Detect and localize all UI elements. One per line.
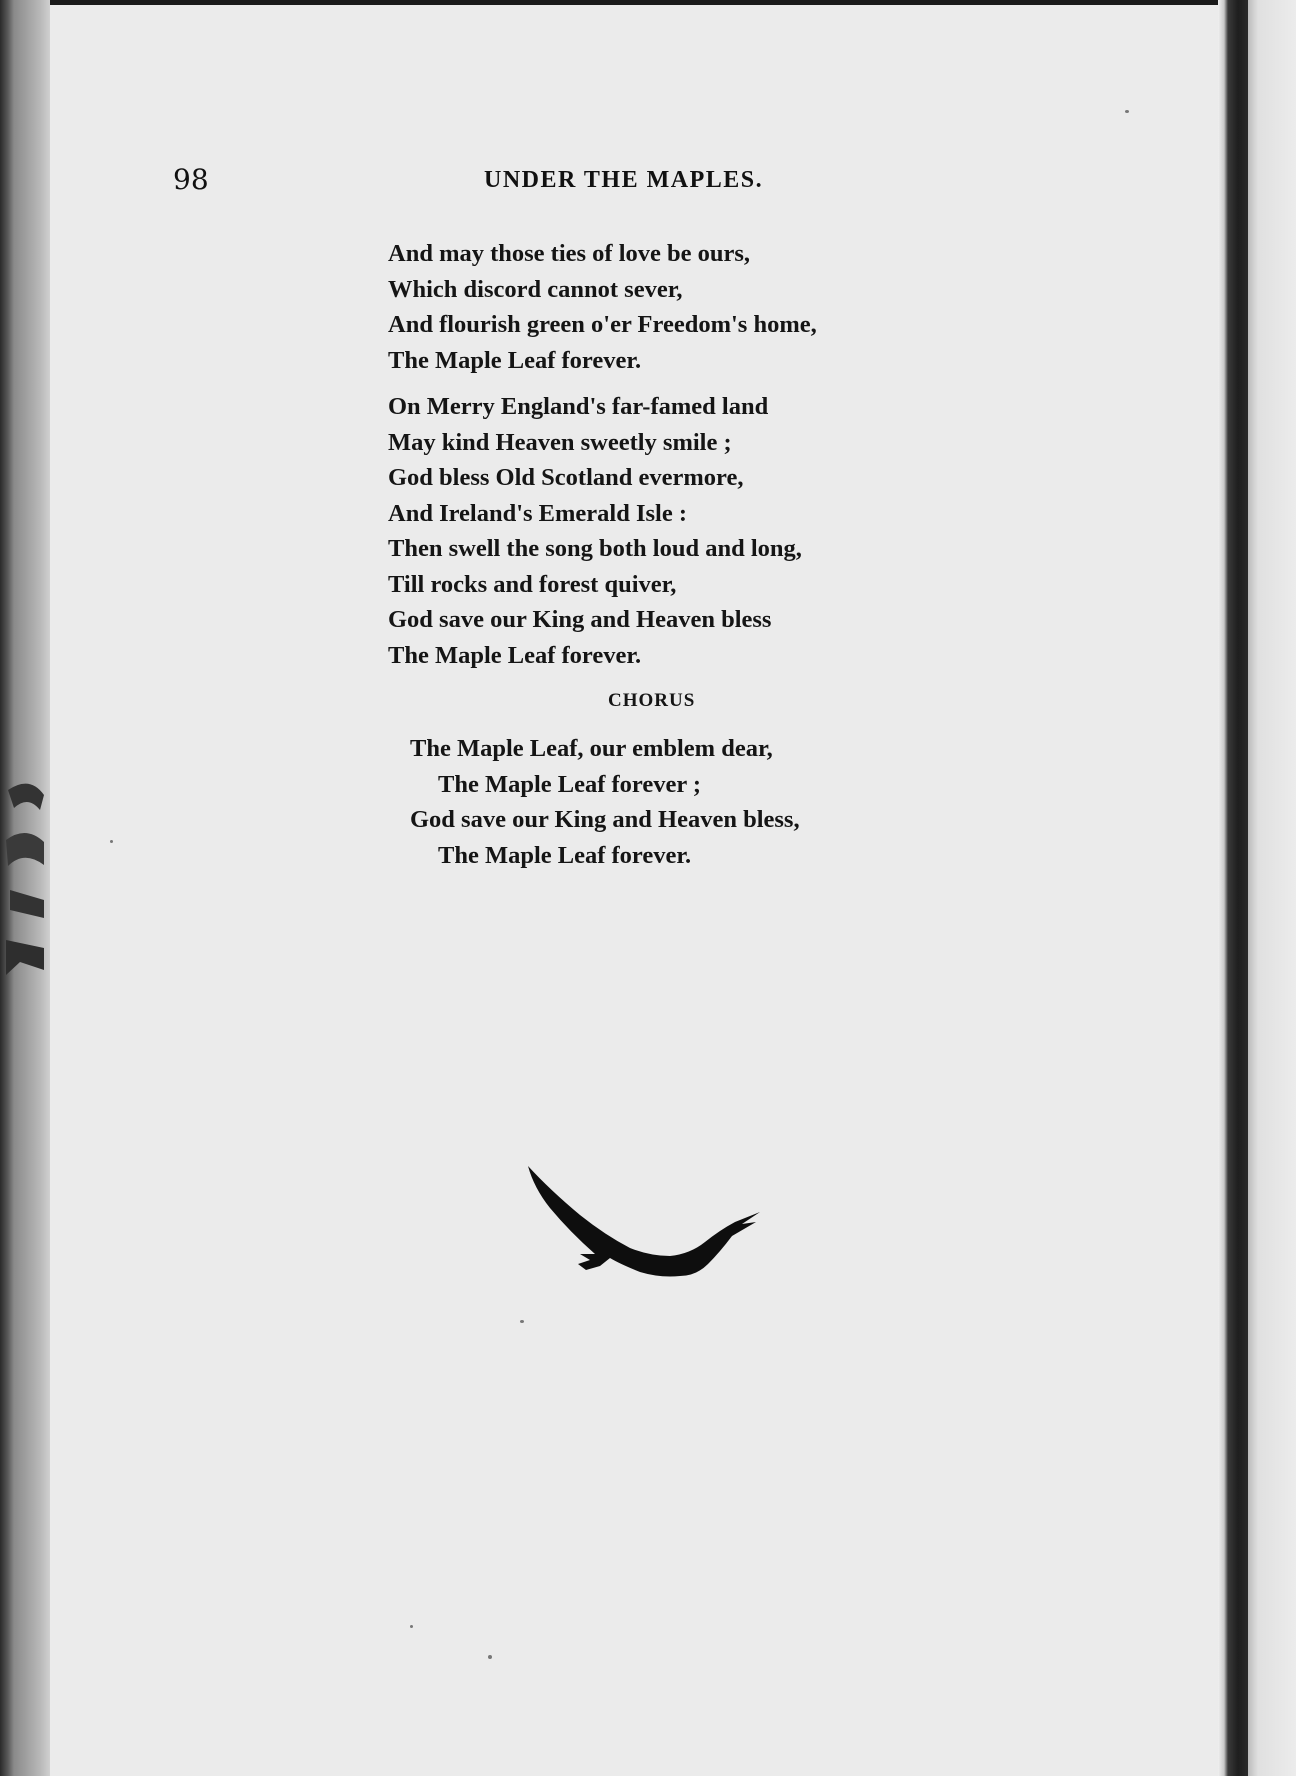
- verse-line: Which discord cannot sever,: [388, 275, 683, 303]
- verse-line: God save our King and Heaven bless: [388, 606, 772, 633]
- print-speck: [1125, 110, 1129, 113]
- verse-line: May kind Heaven sweetly smile ;: [388, 428, 732, 456]
- verse-line: And flourish green o'er Freedom's home,: [388, 311, 817, 338]
- stanza-1: [388, 236, 817, 378]
- verse-line: The Maple Leaf forever.: [388, 641, 642, 669]
- chorus-line: The Maple Leaf forever ;: [438, 770, 702, 798]
- chorus-stanza: [410, 731, 800, 873]
- running-head-title: UNDER THE MAPLES.: [484, 167, 764, 193]
- spine-lettering-mark: [0, 770, 48, 1000]
- verse-line: God bless Old Scotland evermore,: [388, 464, 744, 491]
- verse-line: The Maple Leaf forever.: [388, 346, 642, 374]
- facing-page-edge: [1248, 0, 1296, 1776]
- verse-line: Till rocks and forest quiver,: [388, 570, 677, 598]
- page-number: 98: [173, 163, 209, 196]
- print-speck: [110, 840, 113, 843]
- print-speck: [488, 1655, 492, 1659]
- chorus-heading: CHORUS: [608, 690, 696, 711]
- swallow-silhouette-icon: [520, 1160, 770, 1290]
- stanza-2: [388, 389, 802, 673]
- verse-line: Then swell the song both loud and long,: [388, 535, 802, 562]
- chorus-line: The Maple Leaf forever.: [438, 841, 692, 869]
- right-gutter-shadow: [1218, 0, 1248, 1776]
- chorus-line: God save our King and Heaven bless,: [410, 806, 800, 833]
- chorus-line: The Maple Leaf, our emblem dear,: [410, 735, 773, 762]
- verse-line: And Ireland's Emerald Isle :: [388, 499, 688, 527]
- page-header: [0, 163, 1296, 203]
- verse-line: And may those ties of love be ours,: [388, 240, 751, 267]
- verse-line: On Merry England's far-famed land: [388, 393, 769, 420]
- print-speck: [410, 1625, 413, 1628]
- print-speck: [520, 1320, 524, 1323]
